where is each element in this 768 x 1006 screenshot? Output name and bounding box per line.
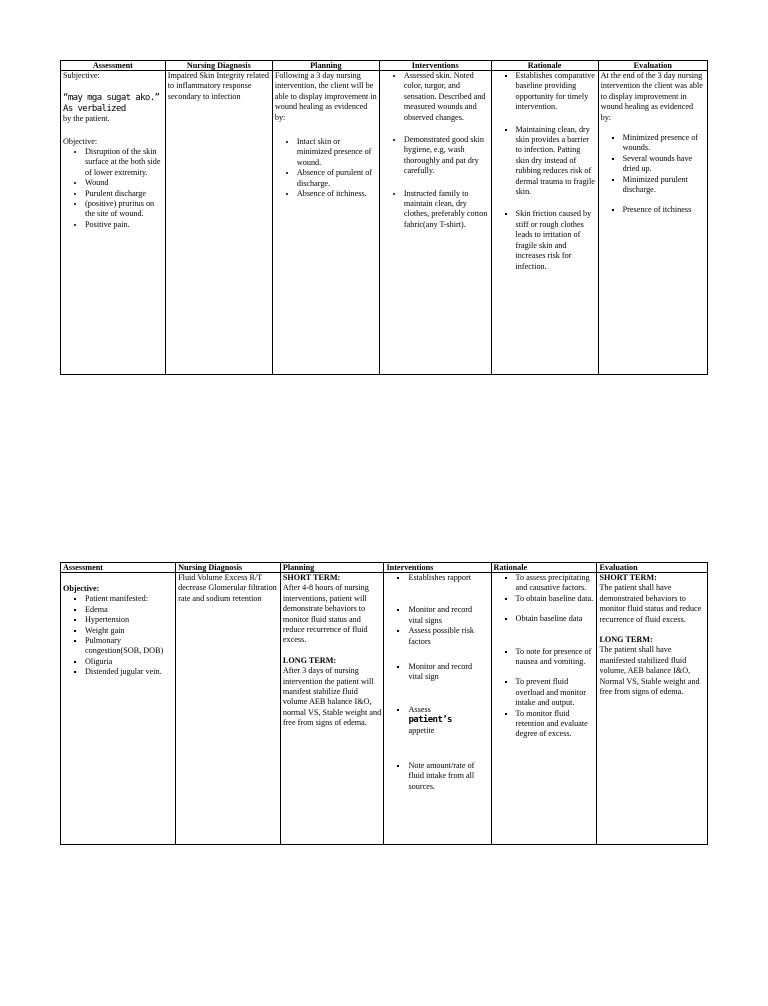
list-item: • Assessed skin. Noted color, turgor, and sensation. Described and measured wounds and observed changes. [404,71,489,123]
planning-short-term-text: After 4-8 hours of nursing interventions, patient will demonstrate behaviors to monitor fluid status and reduce recurrence of fluid excess. [282,583,369,645]
header-nursing-diagnosis: Nursing Diagnosis [176,563,281,573]
objective-list [63,594,173,677]
header-planning: Planning [272,61,379,71]
header-assessment: Assessment [61,563,176,573]
list-item: ▪ Several wounds have dried up. [623,154,705,175]
evaluation-short-term-text: The patient shall have demonstrated behaviors to monitor fluid status and reduce recurrence of fluid excess. [599,583,702,624]
planning-list [275,137,377,199]
list-item: • Positive pain. [85,220,163,230]
list-item: • Absence of itchiness. [297,189,377,199]
diagnosis-cell [165,71,272,375]
planning-cell [280,573,384,845]
header-interventions: Interventions [379,61,491,71]
objective-label: Objective: [63,136,98,146]
list-item: ▪ Weight gain [85,626,173,636]
list-item: • Demonstrated good skin hygiene, e.g, wash thoroughly and pat dry carefully. [404,135,489,177]
table-row [61,71,708,375]
header-evaluation: Evaluation [598,61,707,71]
evaluation-long-term-label: LONG TERM: [599,635,653,645]
list-item: ▪ To note for presence of nausea and vomiting. [516,647,595,668]
rationale-cell [491,71,598,375]
list-item: • Disruption of the skin surface at the both side of lower extremity. [85,147,163,178]
appetite-label: appetite [408,725,435,735]
assess-label: Assess [408,704,431,714]
list-item: ▪ Establishes rapport [408,573,488,583]
list-item: ▪ Distended jugular vein. [85,667,173,677]
diagnosis-text: Impaired Skin Integrity related to inflammatory response secondary to infection [167,71,269,101]
patients-handwritten: patient’s [408,715,452,726]
list-item: ▪ Maintaining clean, dry skin provides a barrier to infection. Patting skin dry instead of rubbing reduces risk of dermal trauma to fragile skin. [516,125,596,198]
subjective-quote-tail: by the patient. [63,114,110,124]
subjective-quote: “may mga sugat ako.” As verbalized [63,93,160,114]
interventions-list [382,71,489,230]
diagnosis-cell [176,573,281,845]
list-item: ▪ Edema [85,605,173,615]
list-item: ▪ Assess possible risk factors [408,626,488,647]
evaluation-cell [597,573,708,845]
evaluation-long-term-text: The patient shall have manifested stabilized fluid volume, AEB balance I&O, Normal VS, Stable weight and free from signs of edema. [599,645,700,697]
header-rationale: Rationale [491,61,598,71]
header-assessment: Assessment [61,61,166,71]
planning-short-term-label: SHORT TERM: [282,573,341,582]
interventions-cell [384,573,491,845]
evaluation-intro: At the end of the 3 day nursing intervention the client was able to display improvement in wound healing as evidenced by: [600,71,703,122]
evaluation-cell [598,71,707,375]
list-item: ▪ Patient manifested: [85,594,173,604]
list-item: ▪ Establishes comparative baseline providing opportunity for timely intervention. [516,71,596,113]
nursing-care-plan-fluid-volume [60,562,708,845]
list-item: • Intact skin or minimized presence of wound. [297,137,377,168]
list-item: ▪ Monitor and record vital sign [408,662,488,683]
rationale-cell [491,573,597,845]
planning-long-term-label: LONG TERM: [282,655,337,665]
planning-intro: Following a 3 day nursing intervention, the client will be able to display improvement in wound healing as evidenced by: [274,71,377,122]
list-item: ▪ Oliguria [85,657,173,667]
objective-list [63,147,163,230]
interventions-list [386,573,488,792]
list-item: ▪ To assess precipitating and causative factors. [516,573,595,594]
assessment-cell [61,71,166,375]
nursing-care-plan-impaired-skin [60,60,708,375]
list-item [408,705,488,736]
list-item: ▪ Note amount/rate of fluid intake from all sources. [408,761,488,792]
list-item: ▪ Obtain baseline data [516,614,595,624]
list-item: ▪ To monitor fluid retention and evaluate degree of excess. [516,709,595,740]
list-item: ▪ Minimized purulent discharge. [623,175,705,196]
subjective-label: Subjective: [63,71,100,80]
rationale-list [494,573,595,740]
list-item: ▪ Skin friction caused by stiff or rough clothes leads to irritation of fragile skin and increases risk for infection. [516,209,596,271]
table-row [61,573,708,845]
list-item: • Absence of purulent of discharge. [297,168,377,189]
list-item: • Instructed family to maintain clean, dry clothes, preferably cotton fabric(any T-shirt). [404,189,489,231]
header-planning: Planning [280,563,384,573]
interventions-cell [379,71,491,375]
header-interventions: Interventions [384,563,491,573]
list-item: ▪ To prevent fluid overload and monitor intake and output. [516,677,595,708]
list-item: ▪ Minimized presence of wounds. [623,133,705,154]
rationale-list [494,71,596,272]
assessment-cell [61,573,176,845]
header-evaluation: Evaluation [597,563,708,573]
header-rationale: Rationale [491,563,597,573]
evaluation-short-term-label: SHORT TERM: [599,573,657,582]
table-header-row [61,563,708,573]
list-item: ▪ To obtain baseline data. [516,594,595,604]
planning-cell [272,71,379,375]
list-item: • Purulent discharge [85,189,163,199]
header-nursing-diagnosis: Nursing Diagnosis [165,61,272,71]
list-item: • Wound [85,178,163,188]
planning-long-term-text: After 3 days of nursing intervention the patient will manifest stabilize fluid volume AEB balance I&O, normal VS, Stable weight and free from signs of edema. [282,666,382,728]
list-item: ▪ Pulmonary congestion(SOB, DOB) [85,636,173,657]
evaluation-list [601,133,705,216]
list-item: ▪ Hypertension [85,615,173,625]
list-item: ▪ Presence of itchiness [623,205,705,215]
list-item: ▪ Monitor and record vital signs [408,605,488,626]
table-header-row [61,61,708,71]
objective-label: Objective: [63,584,100,593]
diagnosis-text: Fluid Volume Excess R/T decrease Glomerular filtration rate and sodium retention [178,573,277,603]
list-item: • (positive) pruritus on the site of wound. [85,199,163,220]
